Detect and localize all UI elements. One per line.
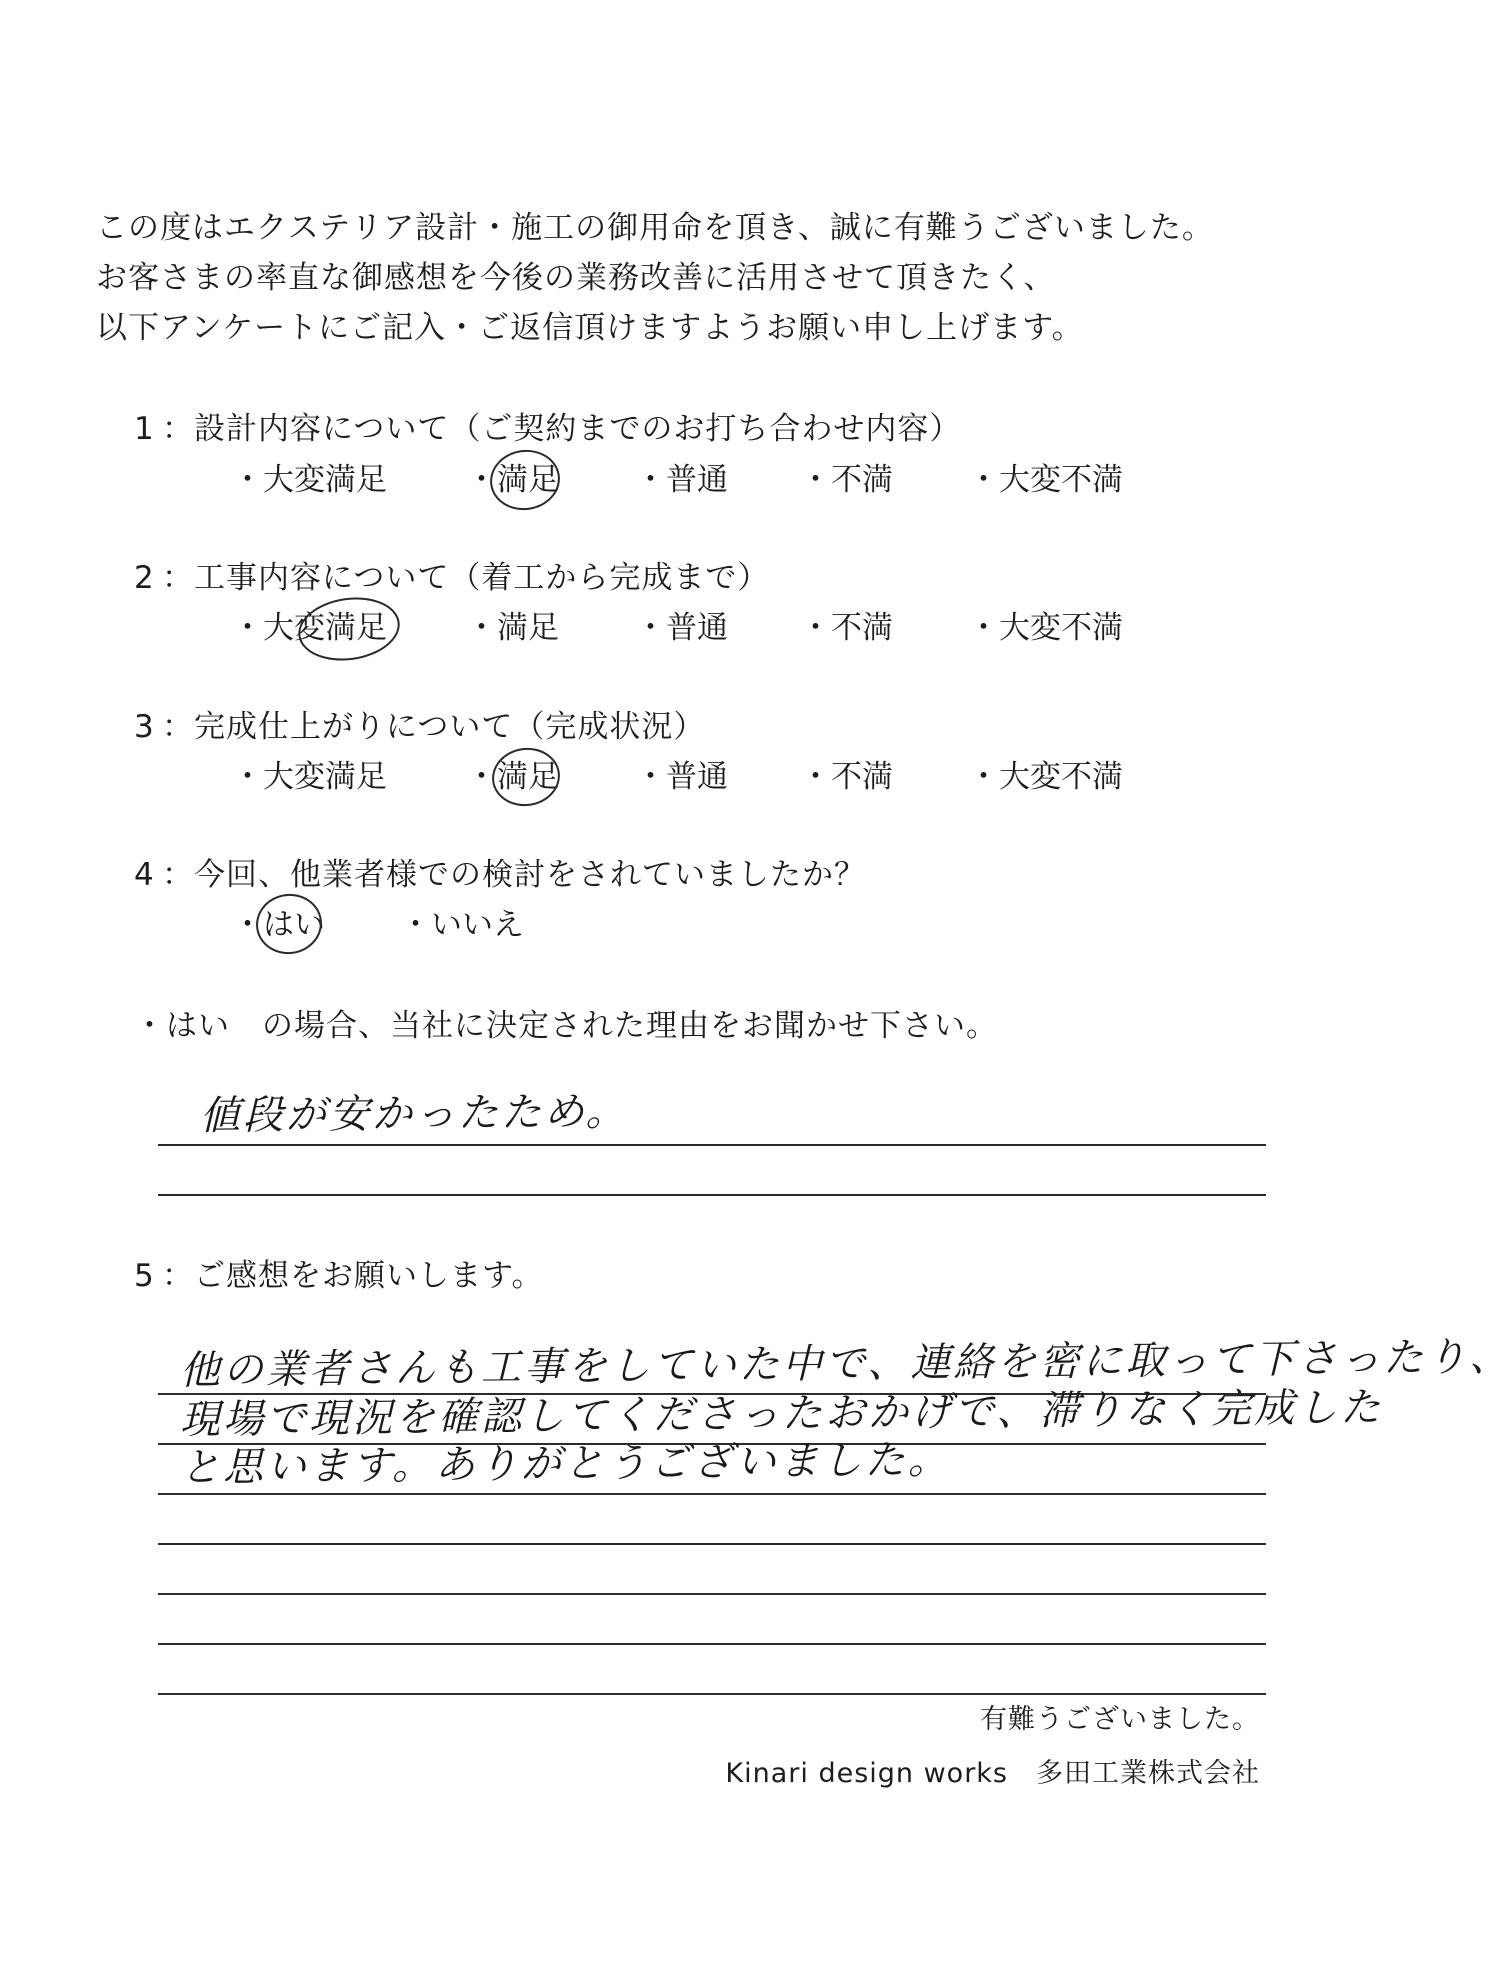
reason-answer: 値段が安かったため。 — [199, 1088, 629, 1140]
question-2-number: 2 — [134, 560, 154, 596]
q3-option-satisfied[interactable]: ・満足 — [466, 759, 559, 795]
question-3-number: 3 — [134, 709, 154, 745]
q2-option-normal[interactable]: ・普通 — [635, 610, 728, 646]
reason-line-1 — [158, 1144, 1266, 1146]
q3-option-very-dissatisfied[interactable]: ・大変不満 — [968, 759, 1123, 795]
q2-option-very-dissatisfied[interactable]: ・大変不満 — [968, 610, 1123, 646]
q1-option-normal[interactable]: ・普通 — [635, 462, 728, 498]
q3-selection-circle — [488, 744, 563, 811]
q1-selection-circle — [486, 445, 564, 514]
intro-line-1: この度はエクステリア設計・施工の御用命を頂き、誠に有難うございました。 — [96, 210, 1214, 246]
comment-line-1: 他の業者さんも工事をしていた中で、連絡を密に取って下さったり、 — [179, 1334, 1512, 1394]
question-5-text: ：ご感想をお願いします。 — [162, 1258, 544, 1294]
comment-line-3: と思います。ありがとうございました。 — [179, 1436, 952, 1492]
q1-option-very-satisfied[interactable]: ・大変満足 — [232, 462, 387, 498]
q4-option-no[interactable]: ・いいえ — [400, 907, 524, 943]
comment-rule-6 — [158, 1643, 1266, 1645]
q3-option-very-satisfied[interactable]: ・大変満足 — [232, 759, 387, 795]
q2-option-very-satisfied[interactable]: ・大変満足 — [232, 610, 387, 646]
comment-rule-7 — [158, 1693, 1266, 1695]
question-2-text: ：工事内容について（着工から完成まで） — [162, 560, 770, 596]
footer-thanks: 有難うございました。 — [980, 1704, 1260, 1735]
footer-company: Kinari design works 多田工業株式会社 — [725, 1758, 1260, 1789]
comment-line-2: 現場で現況を確認してくださったおかげで、滞りなく完成した — [179, 1384, 1384, 1444]
q1-option-very-dissatisfied[interactable]: ・大変不満 — [968, 462, 1123, 498]
intro-line-2: お客さまの率直な御感想を今後の業務改善に活用させて頂きたく、 — [96, 260, 1056, 296]
q1-option-satisfied[interactable]: ・満足 — [466, 462, 559, 498]
question-5-number: 5 — [134, 1258, 154, 1294]
q3-option-dissatisfied[interactable]: ・不満 — [800, 759, 893, 795]
question-3-text: ：完成仕上がりについて（完成状況） — [162, 709, 706, 745]
q2-selection-circle — [294, 591, 404, 667]
question-4-text: ：今回、他業者様での検討をされていましたか？ — [162, 857, 866, 893]
q4-option-yes[interactable]: ・はい — [232, 907, 325, 943]
comment-rule-3 — [158, 1493, 1266, 1495]
q3-option-normal[interactable]: ・普通 — [635, 759, 728, 795]
q4-selection-circle — [252, 890, 326, 959]
reason-prompt: ・はい の場合、当社に決定された理由をお聞かせ下さい。 — [134, 1008, 998, 1044]
comment-rule-4 — [158, 1543, 1266, 1545]
q2-option-dissatisfied[interactable]: ・不満 — [800, 610, 893, 646]
q2-option-satisfied[interactable]: ・満足 — [466, 610, 559, 646]
question-1-text: ：設計内容について（ご契約までのお打ち合わせ内容） — [162, 411, 962, 447]
q1-option-dissatisfied[interactable]: ・不満 — [800, 462, 893, 498]
comment-rule-5 — [158, 1593, 1266, 1595]
question-4-number: 4 — [134, 857, 154, 893]
question-1-number: 1 — [134, 411, 154, 447]
intro-line-3: 以下アンケートにご記入・ご返信頂けますようお願い申し上げます。 — [96, 310, 1084, 346]
reason-line-2 — [158, 1194, 1266, 1196]
